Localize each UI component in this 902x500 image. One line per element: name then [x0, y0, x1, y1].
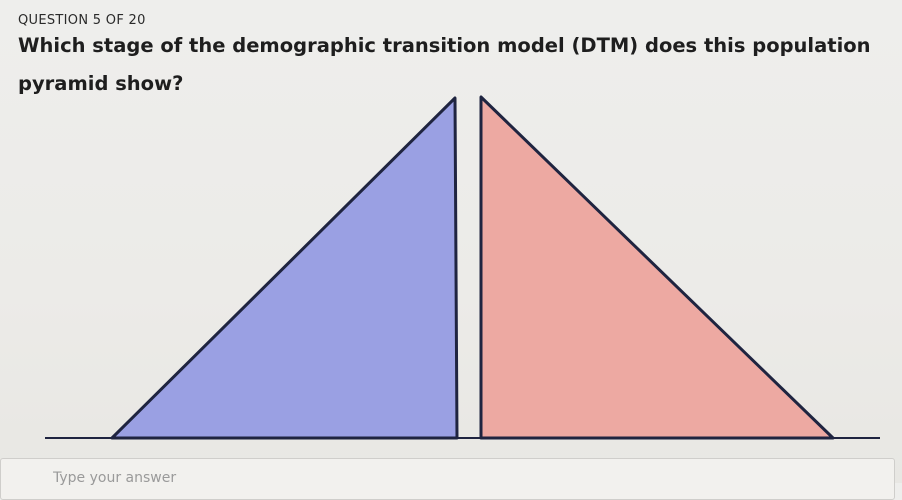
female-population-half — [481, 97, 833, 438]
question-counter: QUESTION 5 OF 20 — [18, 13, 146, 28]
answer-input[interactable] — [51, 469, 655, 487]
male-population-half — [112, 98, 457, 438]
answer-field[interactable] — [0, 458, 895, 500]
question-text: Which stage of the demographic transition model (DTM) does this population pyramid show? — [18, 34, 871, 95]
